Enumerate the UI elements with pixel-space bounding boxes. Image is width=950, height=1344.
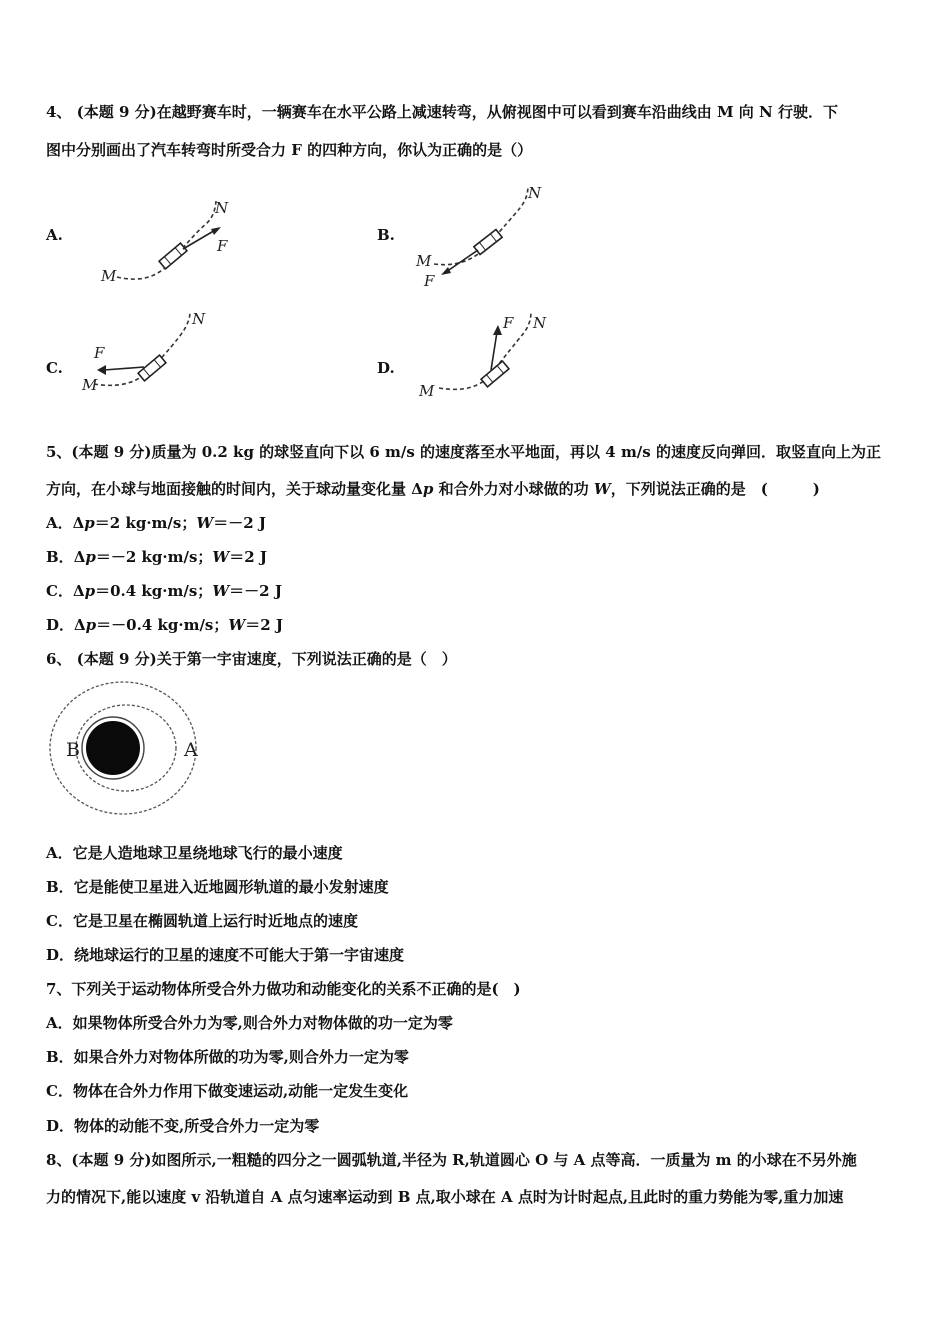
- q4-c-m-label: M: [82, 376, 98, 394]
- q4-option-b-label: B.: [377, 226, 395, 244]
- q5-option-a: A．Δp＝2 kg·m/s；W＝－2 J: [46, 514, 266, 532]
- q4-option-d-figure: [415, 308, 565, 403]
- q4-c-force-arrow: [104, 367, 144, 370]
- q7-option-c: C．物体在合外力作用下做变速运动,动能一定发生变化: [46, 1082, 409, 1100]
- q6-text-line-1: 6、 (本题 9 分)关于第一宇宙速度，下列说法正确的是（ ）: [46, 650, 457, 668]
- q4-option-c-label: C.: [46, 359, 63, 377]
- q4-d-n-label: N: [533, 314, 547, 332]
- q7-option-b: B．如果合外力对物体所做的功为零,则合外力一定为零: [46, 1048, 409, 1066]
- q4-option-a-figure: [95, 193, 245, 288]
- q6-label-b: B: [66, 739, 80, 761]
- q4-option-a-label: A.: [46, 226, 63, 244]
- q7-option-d: D．物体的动能不变,所受合外力一定为零: [46, 1117, 320, 1135]
- q4-text-line-2: 图中分别画出了汽车转弯时所受合力 F 的四种方向，你认为正确的是（）: [46, 141, 533, 159]
- q4-b-force-arrow: [446, 250, 478, 272]
- q6-option-b: B．它是能使卫星进入近地圆形轨道的最小发射速度: [46, 878, 389, 896]
- q5-text-line-1: 5、(本题 9 分)质量为 0.2 kg 的球竖直向下以 6 m/s 的速度落至水平地面，再以 4 m/s 的速度反向弹回．取竖直向上为正: [46, 443, 881, 461]
- q4-b-f-label: F: [424, 272, 435, 290]
- q4-b-n-label: N: [528, 184, 542, 202]
- q4-a-arrowhead: [211, 227, 221, 235]
- q4-a-n-label: N: [215, 199, 229, 217]
- q5-text-line-2: 方向，在小球与地面接触的时间内，关于球动量变化量 Δp 和合外力对小球做的功 W，下列说法正确的是 ( ): [46, 480, 820, 498]
- q4-c-n-label: N: [192, 310, 206, 328]
- q4-text-line-1: 4、 (本题 9 分)在越野赛车时，一辆赛车在水平公路上减速转弯，从俯视图中可以看到赛车沿曲线由 M 向 N 行驶．下: [46, 103, 838, 121]
- q6-option-a: A．它是人造地球卫星绕地球飞行的最小速度: [46, 844, 343, 862]
- q8-text-line-1: 8、(本题 9 分)如图所示,一粗糙的四分之一圆弧轨道,半径为 R,轨道圆心 O 与 A 点等高．一质量为 m 的小球在不另外施: [46, 1151, 857, 1169]
- q6-label-a: A: [184, 739, 198, 761]
- q4-d-car: [481, 361, 509, 387]
- q4-c-f-label: F: [94, 344, 105, 362]
- q4-option-c-figure: [80, 310, 230, 400]
- q4-a-force-arrow: [183, 229, 217, 249]
- q5-option-d: D．Δp＝－0.4 kg·m/s；W＝2 J: [46, 616, 283, 634]
- q5-option-b: B．Δp＝－2 kg·m/s；W＝2 J: [46, 548, 268, 566]
- q4-d-arrowhead: [493, 325, 502, 335]
- q4-c-arrowhead: [97, 365, 106, 375]
- q6-option-d: D．绕地球运行的卫星的速度不可能大于第一宇宙速度: [46, 946, 405, 964]
- q7-option-a: A．如果物体所受合外力为零,则合外力对物体做的功一定为零: [46, 1014, 453, 1032]
- q6-option-c: C．它是卫星在椭圆轨道上运行时近地点的速度: [46, 912, 358, 930]
- q6-earth: [86, 721, 140, 775]
- q8-text-line-2: 力的情况下,能以速度 v 沿轨道自 A 点匀速率运动到 B 点,取小球在 A 点时为计时起点,且此时的重力势能为零,重力加速: [46, 1188, 844, 1206]
- q4-a-m-label: M: [101, 267, 117, 285]
- q4-option-d-label: D.: [377, 359, 395, 377]
- q4-d-m-label: M: [419, 382, 435, 400]
- q7-text-line-1: 7、下列关于运动物体所受合外力做功和动能变化的关系不正确的是( ): [46, 980, 521, 998]
- q4-a-f-label: F: [217, 237, 228, 255]
- q4-b-m-label: M: [416, 252, 432, 270]
- q4-b-arrowhead: [441, 267, 451, 275]
- q4-d-f-label: F: [503, 314, 514, 332]
- q4-a-car: [159, 243, 187, 269]
- q4-c-car: [138, 355, 166, 381]
- q4-d-force-arrow: [491, 332, 497, 370]
- q6-orbit-figure: [48, 680, 208, 820]
- q5-option-c: C．Δp＝0.4 kg·m/s；W＝－2 J: [46, 582, 282, 600]
- q4-option-b-figure: [410, 180, 560, 290]
